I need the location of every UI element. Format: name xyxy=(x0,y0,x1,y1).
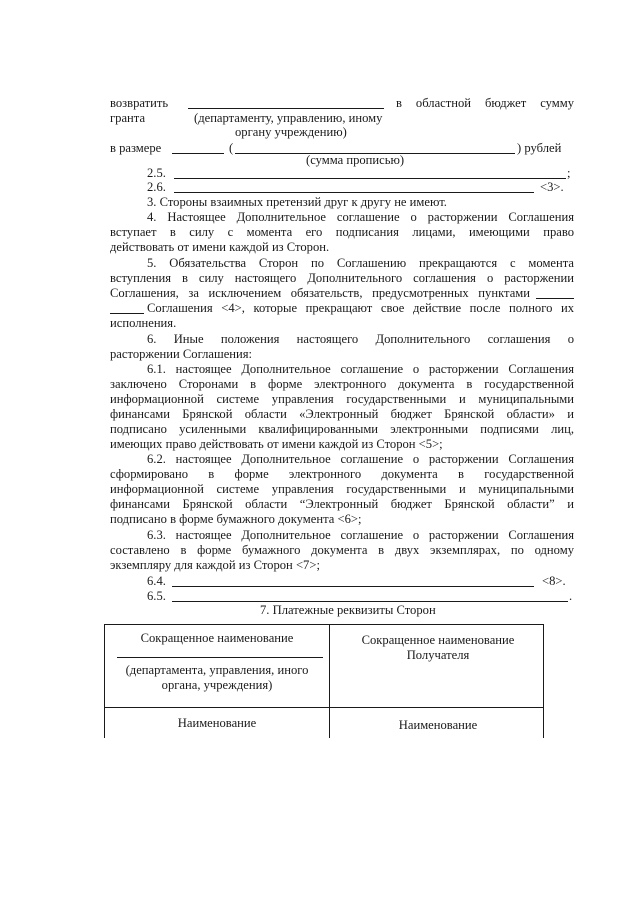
left-title: Сокращенное наименование xyxy=(140,631,294,645)
item-2-6-blank xyxy=(174,180,534,193)
blank-recipient xyxy=(188,96,384,109)
left-header-cell xyxy=(105,625,330,708)
right-title-1: Сокращенное наименование xyxy=(361,633,515,647)
paragraph-4-line-1: 4. Настоящее Дополнительное соглашение о расторжении Соглашения xyxy=(147,210,574,224)
left-name-cell xyxy=(105,708,330,739)
paragraph-5-blank xyxy=(536,286,574,299)
right-name-cell xyxy=(330,708,544,739)
paragraph-6-2-line-4: финансами Брянской области “Электронный бюджет Брянской области” и xyxy=(110,497,574,511)
right-header-cell xyxy=(330,625,544,708)
paragraph-6-1-line-2: заключено Сторонами в форме электронного документа в государственной xyxy=(110,377,574,391)
right-title-2: Получателя xyxy=(406,648,470,662)
paragraph-5-line-5: исполнения. xyxy=(110,316,177,330)
text-vozvratit: возвратить xyxy=(110,96,169,110)
payment-details-table xyxy=(104,624,544,738)
item-2-6-number: 2.6. xyxy=(147,180,166,194)
paragraph-5-line-1: 5. Обязательства Сторон по Соглашению прекращаются с момента xyxy=(147,256,574,270)
item-6-4-number: 6.4. xyxy=(147,574,166,588)
left-subtitle-1: (департамента, управления, иного xyxy=(125,663,309,677)
paragraph-6-1-line-4: финансами Брянской области «Электронный бюджет Брянской области» и xyxy=(110,407,574,421)
item-2-5-end: ; xyxy=(567,166,571,180)
paragraph-6-1-line-5: подписано усиленными квалифицированными электронными подписями лиц, xyxy=(110,422,574,436)
paragraph-6-3-line-2: составлено в форме бумажного документа в двух экземплярах, по одному xyxy=(110,543,574,557)
paragraph-3: 3. Стороны взаимных претензий друг к другу не имеют. xyxy=(147,195,447,209)
text-budget-sum: в областной бюджет сумму xyxy=(396,96,574,110)
text-v-razmere: в размере xyxy=(110,141,162,155)
paragraph-6-2-line-5: подписано в форме бумажного документа <6>; xyxy=(110,512,362,526)
item-2-5-number: 2.5. xyxy=(147,166,166,180)
right-name-label: Наименование xyxy=(398,718,478,732)
caption-organ: органу учреждению) xyxy=(235,125,347,139)
paragraph-4-line-3: действовать от имени каждой из Сторон. xyxy=(110,240,330,254)
item-6-4-footnote: <8>. xyxy=(542,574,566,588)
item-6-5-end: . xyxy=(569,589,573,603)
caption-department: (департаменту, управлению, иному xyxy=(194,111,383,125)
paragraph-6-line-2: расторжении Соглашения: xyxy=(110,347,253,361)
item-2-5-blank xyxy=(174,166,566,179)
left-subtitle-2: органа, учреждения) xyxy=(161,678,273,692)
item-6-5-number: 6.5. xyxy=(147,589,166,603)
paragraph-6-3-line-3: экземпляру для каждой из Сторон <7>; xyxy=(110,558,320,572)
text-open-paren: ( xyxy=(229,141,234,155)
text-granta: гранта xyxy=(110,111,146,125)
left-name-label: Наименование xyxy=(177,716,257,730)
paragraph-6-1-line-6: имеющих право действовать от имени каждой из Сторон <5>; xyxy=(110,437,443,451)
item-2-6-footnote: <3>. xyxy=(540,180,564,194)
paragraph-5-line-4: Соглашения <4>, которые прекращают свое действие после полного их xyxy=(147,301,574,315)
item-6-5-blank xyxy=(172,589,568,602)
paragraph-6-2-line-3: информационной системе управления государственными и муниципальными xyxy=(110,482,574,496)
paragraph-6-3-line-1: 6.3. настоящее Дополнительное соглашение о расторжении Соглашения xyxy=(147,528,574,542)
paragraph-6-line-1: 6. Иные положения настоящего Дополнительного соглашения о xyxy=(147,332,574,346)
paragraph-6-1-line-1: 6.1. настоящее Дополнительное соглашение о расторжении Соглашения xyxy=(147,362,574,376)
item-6-4-blank xyxy=(172,574,534,587)
table-row xyxy=(105,625,544,708)
paragraph-6-2-line-2: сформировано в форме электронного документа в государственной xyxy=(110,467,574,481)
section-7-heading: 7. Платежные реквизиты Сторон xyxy=(260,603,436,617)
paragraph-5-line-3: Соглашения, за исключением обязательств, предусмотренных пунктами xyxy=(110,286,530,300)
paragraph-4-line-2: вступает в силу с момента его подписания лицами, имеющими право xyxy=(110,225,574,239)
blank-amount xyxy=(172,141,224,154)
caption-sum-words: (сумма прописью) xyxy=(306,153,405,167)
paragraph-6-2-line-1: 6.2. настоящее Дополнительное соглашение о расторжении Соглашения xyxy=(147,452,574,466)
left-underline xyxy=(117,657,323,658)
table-row xyxy=(105,708,544,739)
paragraph-5-line-2: вступления в силу настоящего Дополнительного соглашения о расторжении xyxy=(110,271,574,285)
paragraph-6-1-line-3: информационной системе управления государственными и муниципальными xyxy=(110,392,574,406)
text-rubles: ) рублей xyxy=(517,141,562,155)
paragraph-5-blank-2 xyxy=(110,301,144,314)
